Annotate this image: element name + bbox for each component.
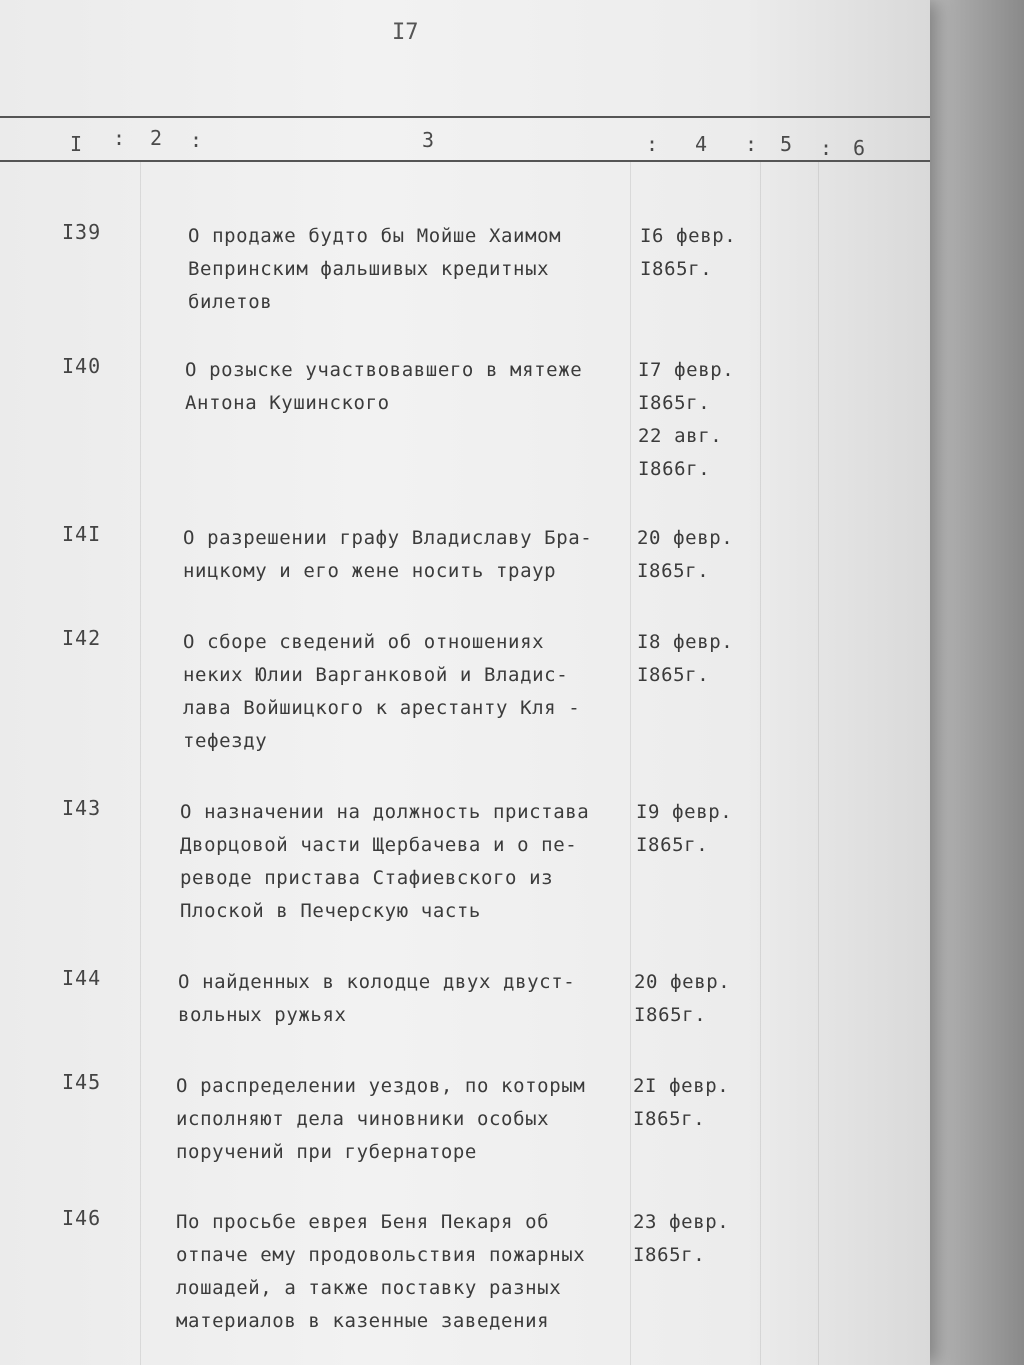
column-header-6: 6: [853, 136, 866, 160]
entry-number: I44: [62, 966, 102, 990]
column-header-3: 3: [422, 128, 435, 152]
entry-number: I40: [62, 354, 102, 378]
entry-title: О сборе сведений об отношениях неких Юлии Варганковой и Владис- лава Войшицкого к арестанту Кля - тефезду: [183, 631, 581, 752]
entry-date: 20 февр. I865г.: [634, 971, 731, 1026]
entry-title: О разрешении графу Владиславу Бра- ницкому и его жене носить траур: [183, 527, 593, 582]
column-separator: :: [190, 128, 203, 152]
entry-title: По просьбе еврея Беня Пекаря об отпаче ему продовольствия пожарных лошадей, а также поставку разных материалов в казенные заведения: [176, 1211, 586, 1332]
column-separator: :: [745, 132, 758, 156]
entry-date: I7 февр. I865г. 22 авг. I866г.: [638, 359, 735, 480]
column-divider: [760, 162, 761, 1365]
entry-title: О продаже будто бы Мойше Хаимом Вепринским фальшивых кредитных билетов: [188, 225, 562, 313]
entry-number: I42: [62, 626, 102, 650]
column-divider: [630, 162, 631, 1365]
column-separator: :: [646, 132, 659, 156]
entry-title: О назначении на должность пристава Дворцовой части Щербачева и о пе- реводе пристава Стафиевского из Плоской в Печерскую часть: [180, 801, 590, 922]
page-number: I7: [392, 20, 419, 45]
entry-date: 2I февр. I865г.: [633, 1075, 730, 1130]
entry-number: I4I: [62, 522, 102, 546]
column-divider: [818, 162, 819, 1365]
entry-number: I43: [62, 796, 102, 820]
column-header-2: 2: [150, 126, 163, 150]
entry-number: I39: [62, 220, 102, 244]
entry-date: I8 февр. I865г.: [637, 631, 734, 686]
entry-title: О распределении уездов, по которым исполняют дела чиновники особых поручений при губернаторе: [176, 1075, 586, 1163]
entry-date: I9 февр. I865г.: [636, 801, 733, 856]
entry-date: I6 февр. I865г.: [640, 225, 737, 280]
column-separator: :: [113, 126, 126, 150]
background-surface: [915, 0, 1024, 1365]
column-separator: :: [820, 136, 833, 160]
entry-number: I46: [62, 1206, 102, 1230]
entry-title: О найденных в колодце двух двуст- вольных ружьях: [178, 971, 576, 1026]
column-header-5: 5: [780, 132, 793, 156]
entry-title: О розыске участвовавшего в мятеже Антона Кушинского: [185, 359, 583, 414]
column-divider: [140, 162, 141, 1365]
column-header-1: I: [70, 132, 83, 156]
entry-number: I45: [62, 1070, 102, 1094]
column-header-row: [0, 122, 930, 158]
header-top-rule: [0, 116, 930, 118]
column-header-4: 4: [695, 132, 708, 156]
entry-date: 20 февр. I865г.: [637, 527, 734, 582]
entry-date: 23 февр. I865г.: [633, 1211, 730, 1266]
